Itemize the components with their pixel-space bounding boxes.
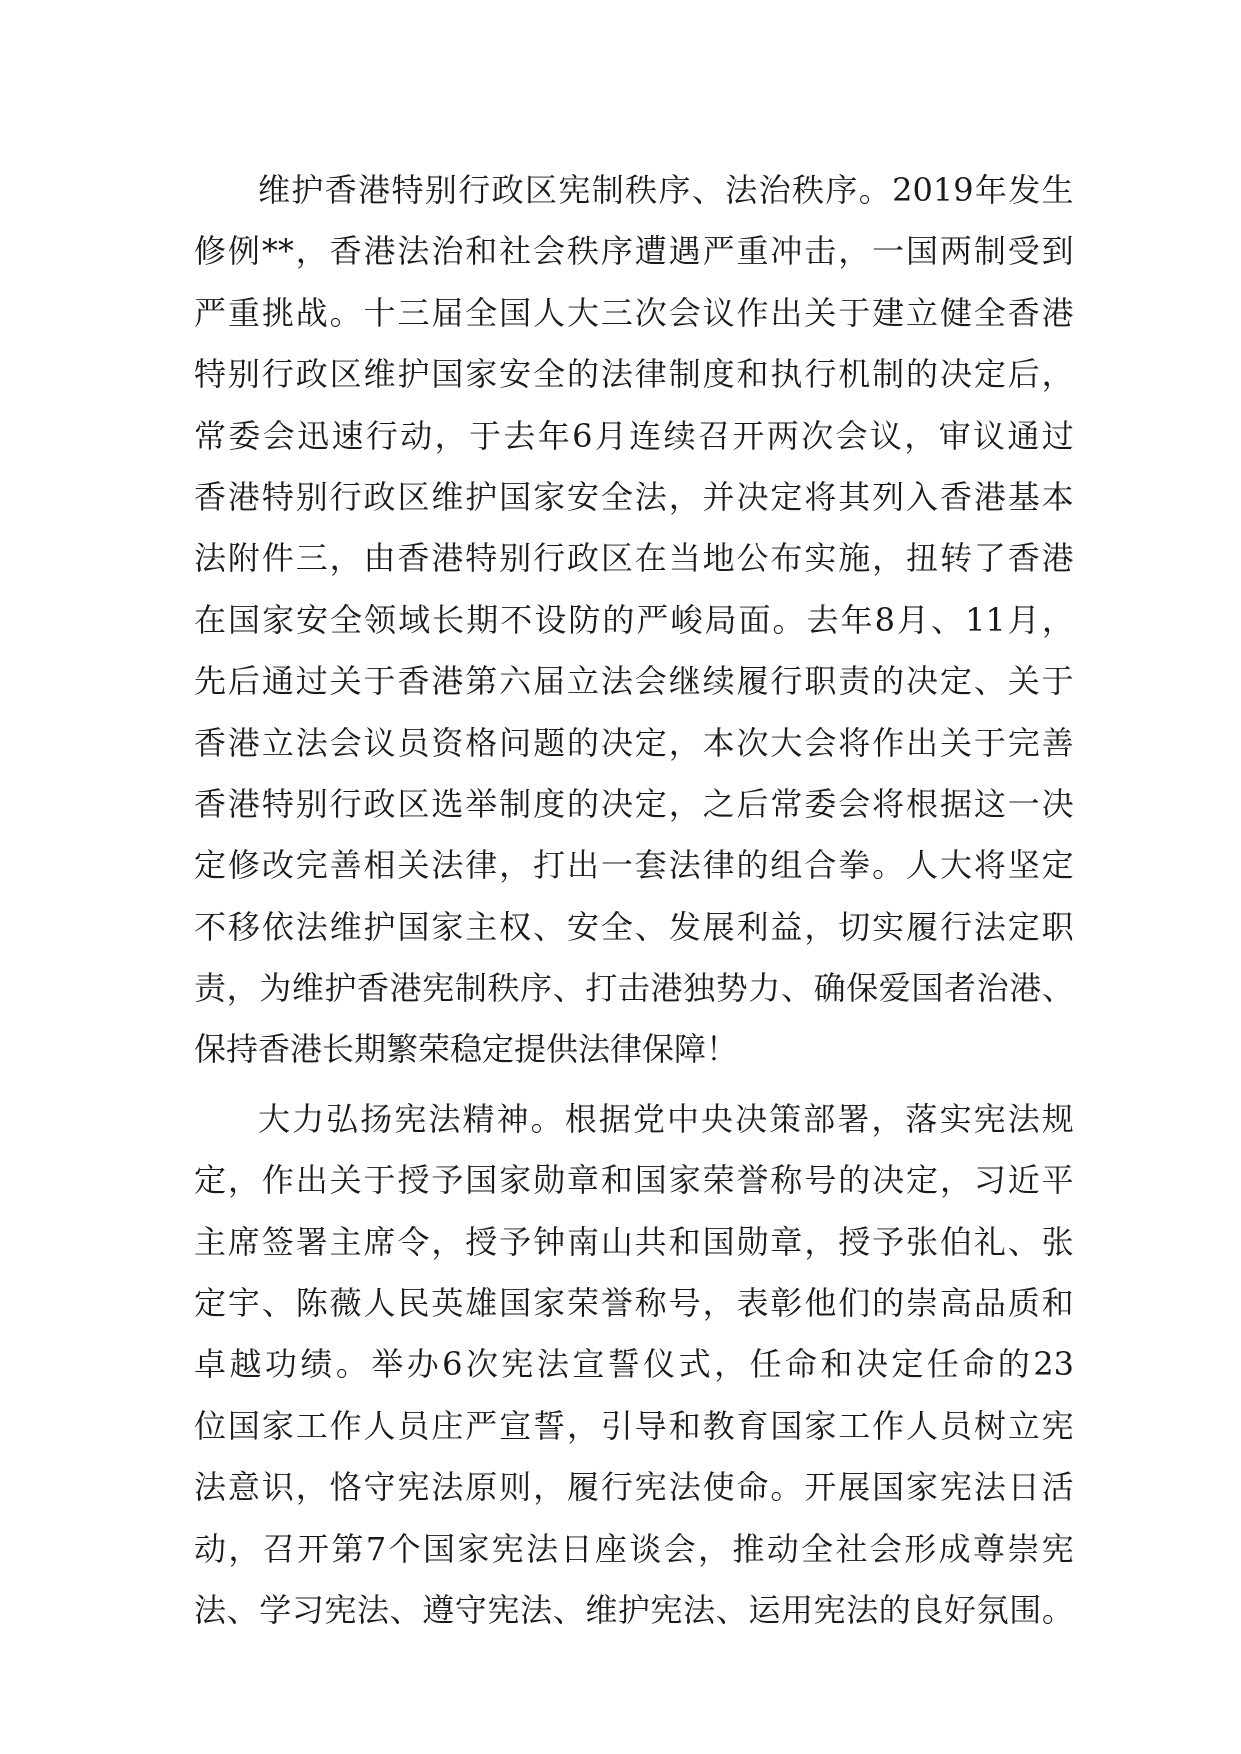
text-line: 在 国 家 安 全 领 域 长 期 不 设 防 的 严 峻 局 面 。 去 年 8 月 、 11 月 ， [194, 600, 1074, 639]
text-line: 先 后 通 过 关 于 香 港 第 六 届 立 法 会 继 续 履 行 职 责 的 决 定 、 关 于 [194, 662, 1074, 701]
body-text [194, 160, 1074, 1641]
text-line: 香 港 特 别 行 政 区 选 举 制 度 的 决 定 ， 之 后 常 委 会 将 根 据 这 一 决 [194, 784, 1074, 823]
text-line: 法 、 学 习 宪 法 、 遵 守 宪 法 、 维 护 宪 法 、 运 用 宪 法 的 良 好 氛 围 。 [194, 1590, 1074, 1629]
text-line: 常 委 会 迅 速 行 动 ， 于 去 年 6 月 连 续 召 开 两 次 会 议 ， 审 议 通 过 [194, 416, 1074, 455]
text-line: 香 港 立 法 会 议 员 资 格 问 题 的 决 定 ， 本 次 大 会 将 作 出 关 于 完 善 [194, 723, 1074, 762]
text-line: 位 国 家 工 作 人 员 庄 严 宣 誓 ， 引 导 和 教 育 国 家 工 作 人 员 树 立 宪 [194, 1406, 1074, 1445]
text-line: 主 席 签 署 主 席 令 ， 授 予 钟 南 山 共 和 国 勋 章 ， 授 予 张 伯 礼 、 张 [194, 1222, 1074, 1261]
text-line: 法 附 件 三 ， 由 香 港 特 别 行 政 区 在 当 地 公 布 实 施 ， 扭 转 了 香 港 [194, 539, 1074, 578]
paragraph-constitution [194, 1089, 1074, 1642]
paragraph-hong-kong [194, 160, 1074, 1081]
text-line: 香 港 特 别 行 政 区 维 护 国 家 安 全 法 ， 并 决 定 将 其 列 入 香 港 基 本 [194, 477, 1074, 516]
text-line: 卓 越 功 绩 。 举 办 6 次 宪 法 宣 誓 仪 式 ， 任 命 和 决 定 任 命 的 23 [194, 1345, 1074, 1384]
text-line: 定 宇 、 陈 薇 人 民 英 雄 国 家 荣 誉 称 号 ， 表 彰 他 们 的 崇 高 品 质 和 [194, 1284, 1074, 1323]
text-line: 不 移 依 法 维 护 国 家 主 权 、 安 全 、 发 展 利 益 ， 切 实 履 行 法 定 职 [194, 907, 1074, 946]
text-line: 维 护 香 港 特 别 行 政 区 宪 制 秩 序 、 法 治 秩 序 。 2019 年 发 生 [258, 171, 1074, 209]
text-line: 修 例 ** ， 香 港 法 治 和 社 会 秩 序 遭 遇 严 重 冲 击 ， 一 国 两 制 受 到 [194, 232, 1074, 271]
text-line: 保持香港长期繁荣稳定提供法律保障！ [194, 1030, 739, 1069]
text-line: 定 修 改 完 善 相 关 法 律 ， 打 出 一 套 法 律 的 组 合 拳 。 人 大 将 坚 定 [194, 846, 1074, 885]
text-line: 责 ， 为 维 护 香 港 宪 制 秩 序 、 打 击 港 独 势 力 、 确 保 爱 国 者 治 港 、 [194, 969, 1074, 1008]
text-line: 法 意 识 ， 恪 守 宪 法 原 则 ， 履 行 宪 法 使 命 。 开 展 国 家 宪 法 日 活 [194, 1468, 1074, 1507]
text-line: 动 ， 召 开 第 7 个 国 家 宪 法 日 座 谈 会 ， 推 动 全 社 会 形 成 尊 崇 宪 [194, 1529, 1074, 1568]
text-line: 大 力 弘 扬 宪 法 精 神 。 根 据 党 中 央 决 策 部 署 ， 落 实 宪 法 规 [258, 1099, 1074, 1138]
text-line: 特 别 行 政 区 维 护 国 家 安 全 的 法 律 制 度 和 执 行 机 制 的 决 定 后 ， [194, 355, 1074, 394]
text-line: 定 ， 作 出 关 于 授 予 国 家 勋 章 和 国 家 荣 誉 称 号 的 决 定 ， 习 近 平 [194, 1161, 1074, 1200]
text-line: 严 重 挑 战 。 十 三 届 全 国 人 大 三 次 会 议 作 出 关 于 建 立 健 全 香 港 [194, 293, 1074, 332]
